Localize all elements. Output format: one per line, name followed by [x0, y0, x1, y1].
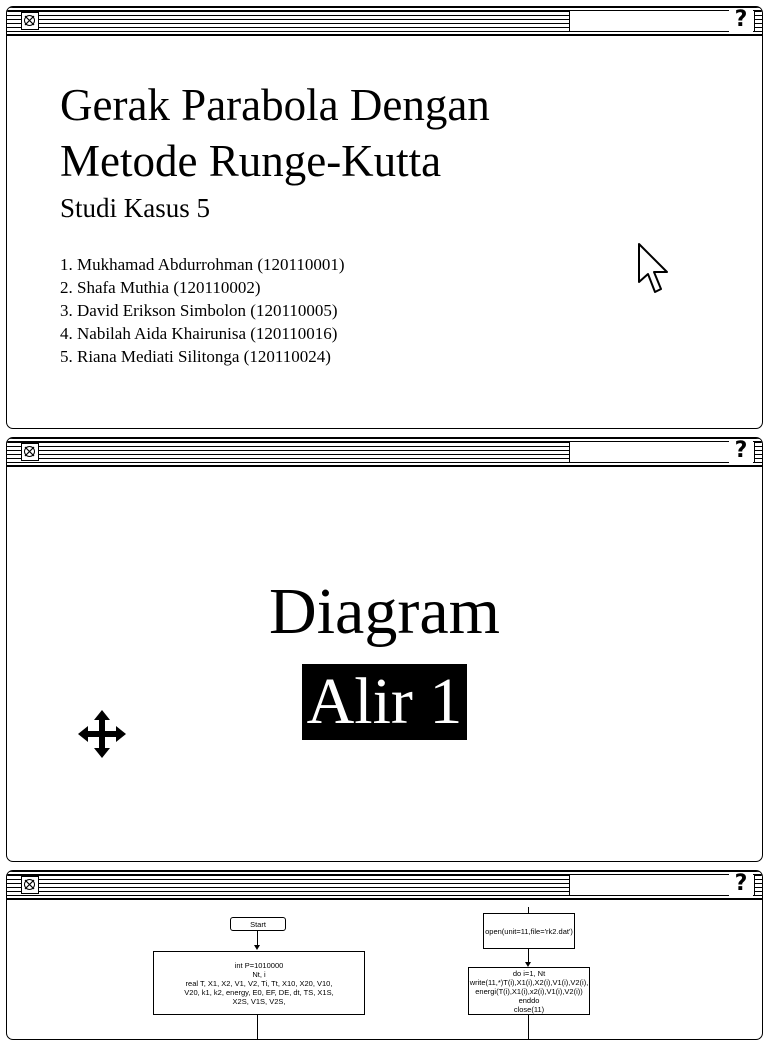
help-icon[interactable]: ?: [729, 8, 753, 32]
flowchart-arrowhead: [254, 945, 260, 950]
declaration-line: V20, k1, k2, energy, E0, EF, DE, dt, TS, X1S,: [184, 987, 334, 997]
flowchart-open-file: open(unit=11,file='rk2.dat'): [483, 913, 575, 949]
window-title-field: [569, 10, 755, 32]
flowchart-start: Start: [230, 917, 286, 931]
loop-line: close(11): [513, 1004, 545, 1014]
window-title-field: [569, 874, 755, 896]
window-titlebar[interactable]: [7, 7, 762, 36]
arrow-pointer-icon: [637, 242, 671, 301]
declaration-line: real T, X1, X2, V1, V2, Ti, Tt, X10, X20, V10,: [185, 978, 333, 988]
close-box-icon[interactable]: [21, 876, 39, 894]
author-list: [60, 253, 345, 368]
flowchart-connector: [257, 931, 258, 945]
title-line-2: Metode Runge-Kutta: [60, 136, 442, 186]
section-title: Diagram: [269, 575, 500, 648]
presentation-subtitle: Studi Kasus 5: [60, 193, 211, 223]
loop-line: energi(T(i),X1(i),x2(i),V1(i),V2(i)): [475, 986, 583, 996]
move-cursor-icon: [76, 708, 128, 765]
loop-line: write(11,*)T(i),X1(i),X2(i),V1(i),V2(i),: [469, 977, 589, 987]
title-line-1: Gerak Parabola Dengan: [60, 80, 490, 130]
presentation-title: [60, 77, 680, 189]
slide-window-diagram: [6, 437, 763, 862]
declaration-line: X2S, V1S, V2S,: [232, 996, 286, 1006]
close-box-icon[interactable]: [21, 443, 39, 461]
flowchart-connector: [257, 1015, 258, 1040]
author-item: 5. Riana Mediati Silitonga (120110024): [60, 347, 331, 366]
author-item: 3. David Erikson Simbolon (120110005): [60, 301, 338, 320]
window-titlebar[interactable]: [7, 438, 762, 467]
loop-line: do i=1, Nt: [512, 968, 546, 978]
help-icon[interactable]: ?: [729, 439, 753, 463]
flowchart-loop: [468, 967, 590, 1015]
slide-window-flowchart: [6, 870, 763, 1040]
flowchart-connector: [528, 1015, 529, 1040]
declaration-line: Nt, i: [252, 969, 266, 979]
loop-line: enddo: [518, 995, 540, 1005]
window-titlebar[interactable]: [7, 871, 762, 900]
author-item: 4. Nabilah Aida Khairunisa (120110016): [60, 324, 338, 343]
flowchart-declarations: [153, 951, 365, 1015]
slide-window-title: [6, 6, 763, 429]
window-title-field: [569, 441, 755, 463]
author-item: 1. Mukhamad Abdurrohman (120110001): [60, 255, 345, 274]
flowchart-connector: [528, 949, 529, 963]
close-box-icon[interactable]: [21, 12, 39, 30]
declaration-line: int P=1010000: [234, 960, 284, 970]
author-item: 2. Shafa Muthia (120110002): [60, 278, 261, 297]
section-subtitle-highlight: Alir 1: [302, 664, 467, 740]
flowchart: [7, 901, 762, 1039]
help-icon[interactable]: ?: [729, 872, 753, 896]
